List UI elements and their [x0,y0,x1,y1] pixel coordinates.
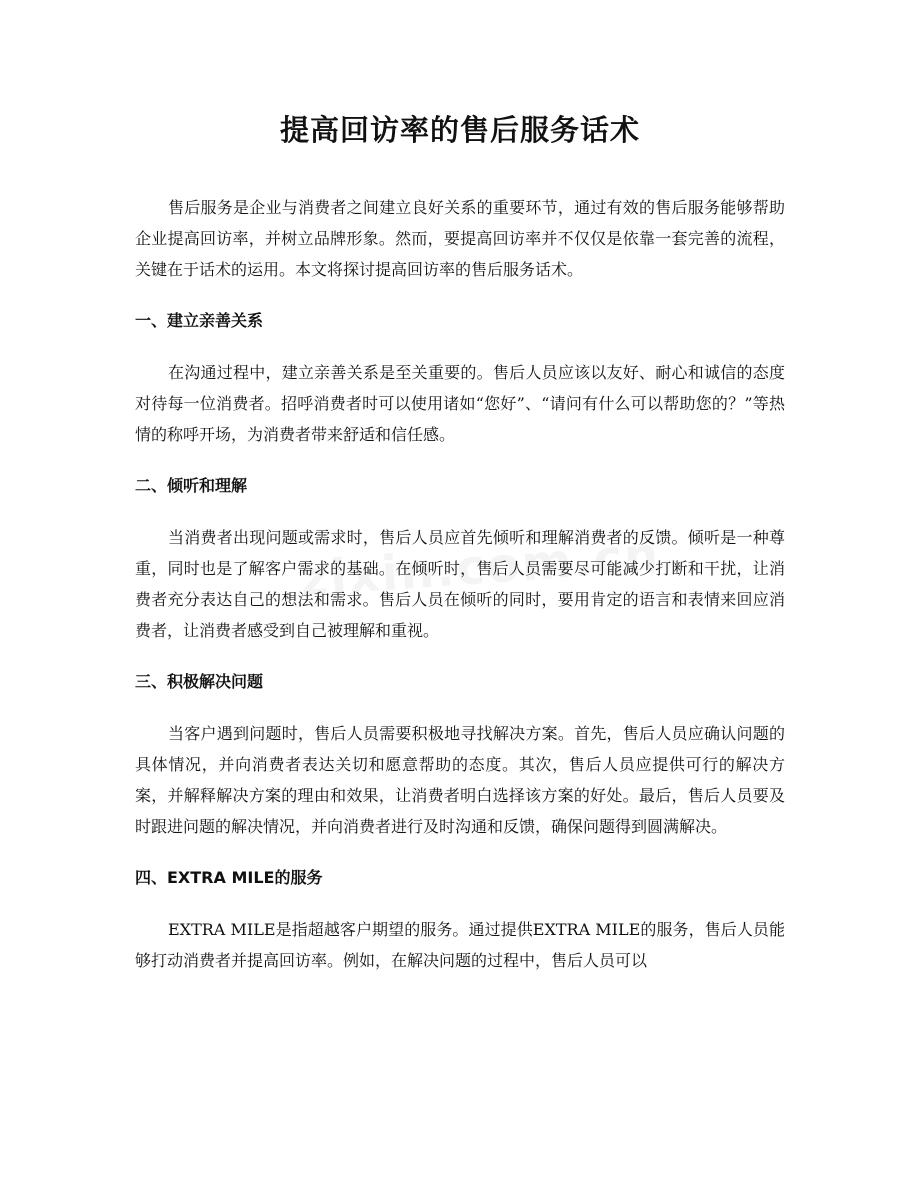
intro-paragraph: 售后服务是企业与消费者之间建立良好关系的重要环节，通过有效的售后服务能够帮助企业提高回访率，并树立品牌形象。然而，要提高回访率并不仅仅是依靠一套完善的流程，关键在于话术的运用。本文将探讨提高回访率的售后服务话术。 [135,198,785,279]
section-heading-1: 一、建立亲善关系 [135,311,264,330]
section-paragraph-3: 当客户遇到问题时，售后人员需要积极地寻找解决方案。首先，售后人员应确认问题的具体情况，并向消费者表达关切和愿意帮助的态度。其次，售后人员应提供可行的解决方案，并解释解决方案的理由和效果，让消费者明白选择该方案的好处。最后，售后人员要及时跟进问题的解决情况，并向消费者进行及时沟通和反馈，确保问题得到圆满解决。 [135,724,785,836]
section-heading-2: 二、倾听和理解 [135,476,248,495]
section-paragraph-4: EXTRA MILE是指超越客户期望的服务。通过提供EXTRA MILE的服务，售后人员能够打动消费者并提高回访率。例如，在解决问题的过程中，售后人员可以 [135,920,785,970]
section-paragraph-2: 当消费者出现问题或需求时，售后人员应首先倾听和理解消费者的反馈。倾听是一种尊重，同时也是了解客户需求的基础。在倾听时，售后人员需要尽可能减少打断和干扰，让消费者充分表达自己的想法和需求。售后人员在倾听的同时，要用肯定的语言和表情来回应消费者，让消费者感受到自己被理解和重视。 [135,528,785,640]
section-heading-3: 三、积极解决问题 [135,672,264,691]
document-content [135,108,785,996]
section-heading-4: 四、EXTRA MILE的服务 [135,868,323,887]
document-title: 提高回访率的售后服务话术 [279,113,640,147]
section-paragraph-1: 在沟通过程中，建立亲善关系是至关重要的。售后人员应该以友好、耐心和诚信的态度对待每一位消费者。招呼消费者时可以使用诸如“您好”、“请问有什么可以帮助您的？”等热情的称呼开场，为消费者带来舒适和信任感。 [135,363,785,444]
